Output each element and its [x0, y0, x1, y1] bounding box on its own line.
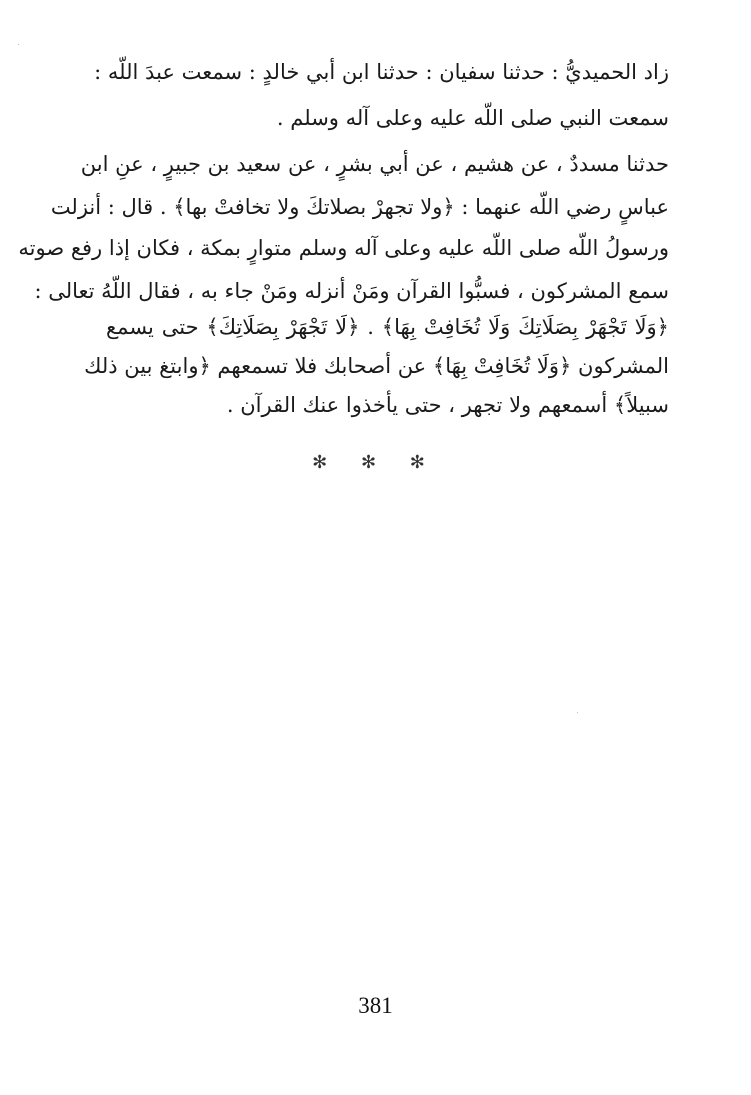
- paragraph-2-line-6: المشركون ﴿وَلَا تُخَافِتْ بِهَا﴾ عن أصحابك فلا تسمعهم ﴿وابتغ بين ذلك: [84, 354, 669, 378]
- scan-speck: [577, 712, 578, 713]
- paragraph-2-line-4: سمع المشركون ، فسبُّوا القرآن ومَنْ أنزله ومَنْ جاء به ، فقال اللّهُ تعالى :: [34, 279, 669, 303]
- paragraph-2-line-1: حدثنا مسددٌ ، عن هشيم ، عن أبي بشرٍ ، عن سعيد بن جبيرٍ ، عنِ ابن: [80, 152, 669, 176]
- section-divider: ✻ ✻ ✻: [312, 452, 439, 473]
- paragraph-1-line-1: زاد الحميديُّ : حدثنا سفيان : حدثنا ابن أبي خالدٍ : سمعت عبدَ اللّه :: [94, 60, 669, 84]
- page-number: 381: [358, 993, 393, 1018]
- paragraph-2-line-3: ورسولُ اللّه صلى اللّه عليه وعلى آله وسلم متوارٍ بمكة ، فكان إذا رفع صوته: [18, 236, 669, 260]
- paragraph-1-line-2: سمعت النبي صلى اللّه عليه وعلى آله وسلم .: [276, 106, 669, 130]
- scan-speck: [18, 44, 19, 45]
- paragraph-2-line-7: سبيلاً﴾ أسمعهم ولا تجهر ، حتى يأخذوا عنك القرآن .: [226, 393, 669, 417]
- paragraph-2-line-2: عباسٍ رضي اللّه عنهما : ﴿ولا تجهرْ بصلاتكَ ولا تخافتْ بها﴾ . قال : أنزلت: [50, 195, 669, 219]
- paragraph-2-line-5: ﴿وَلَا تَجْهَرْ بِصَلَاتِكَ وَلَا تُخَافِتْ بِهَا﴾ . ﴿لَا تَجْهَرْ بِصَلَاتِكَ﴾ حتى يسمع: [106, 315, 669, 339]
